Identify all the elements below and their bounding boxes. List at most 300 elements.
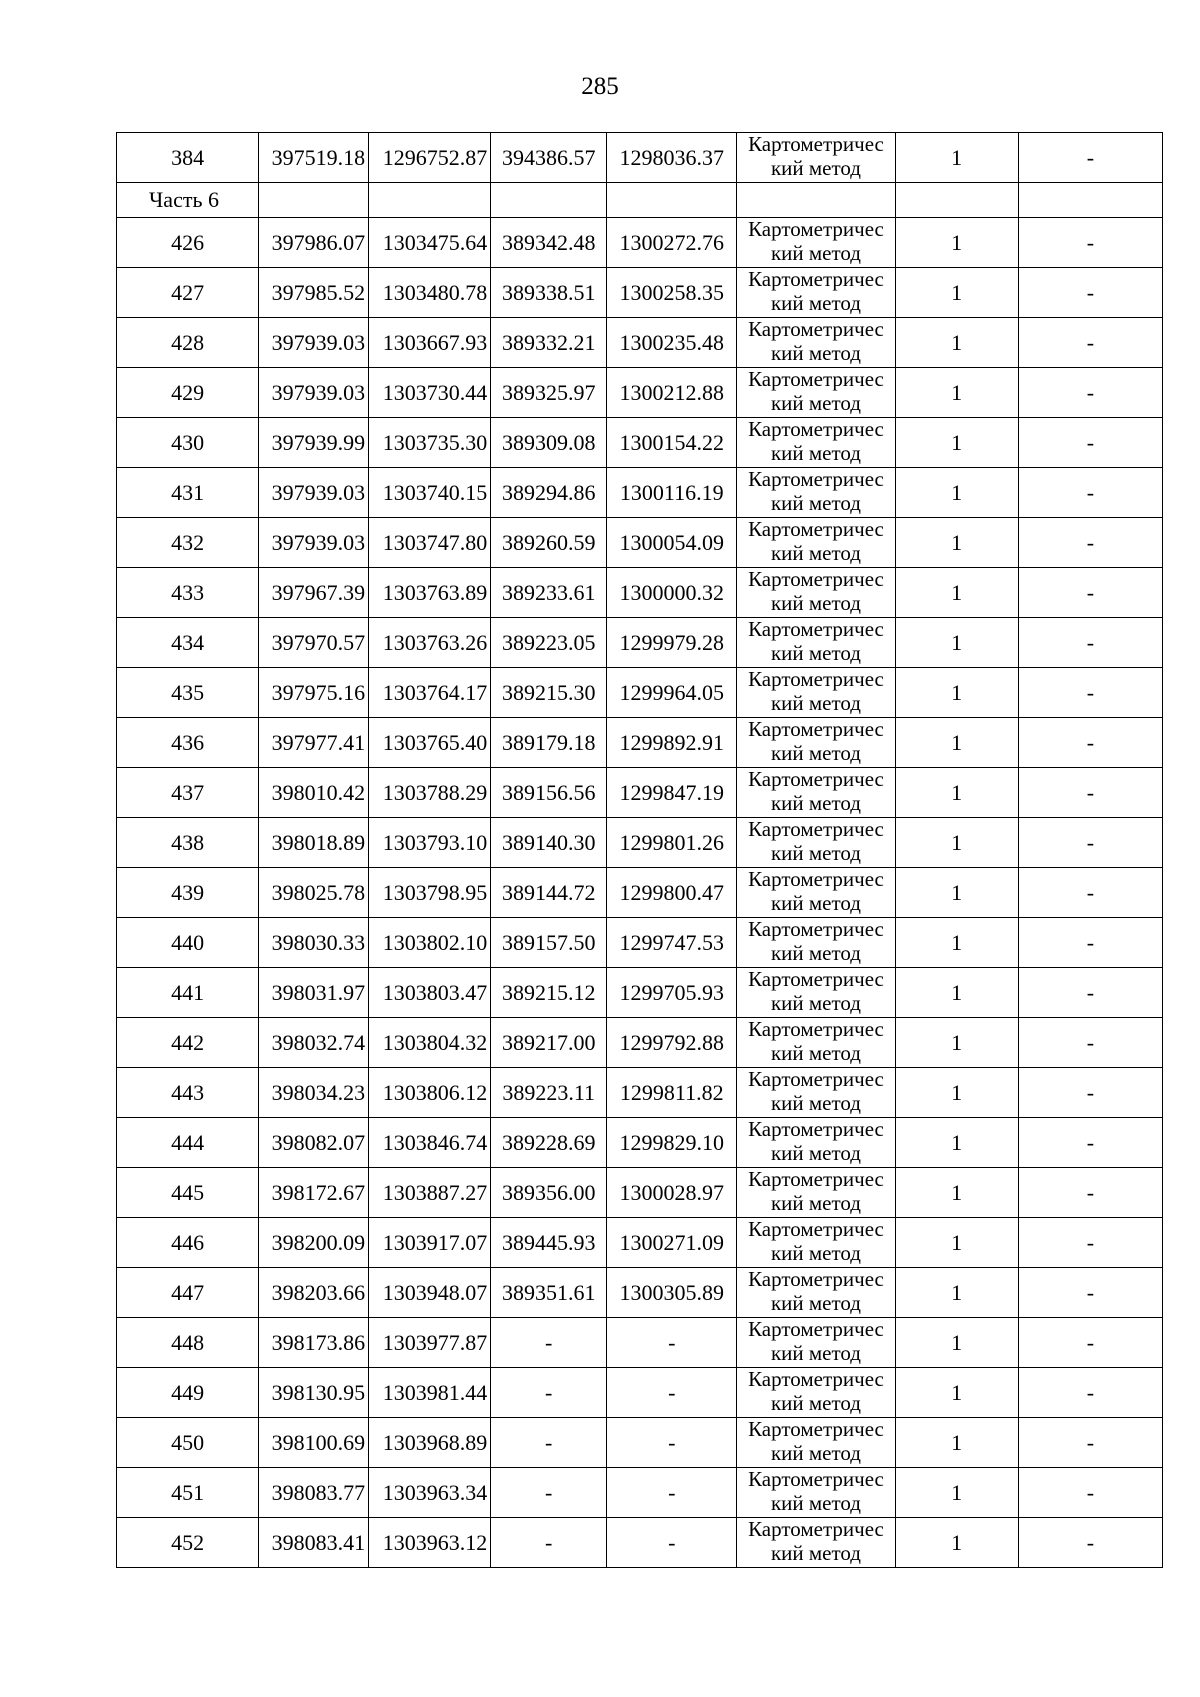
table-row xyxy=(117,618,1163,668)
x1-cell: 398018.89 xyxy=(259,818,369,868)
x2-cell: 389157.50 xyxy=(491,918,607,968)
method-line-1: Картометричес xyxy=(748,218,884,241)
accuracy-cell: 1 xyxy=(895,1318,1018,1368)
y1-cell: 1303803.47 xyxy=(369,968,491,1018)
point-id-cell: 429 xyxy=(117,368,259,418)
point-id-cell: 442 xyxy=(117,1018,259,1068)
method-cell xyxy=(737,1518,895,1568)
point-id-cell: 444 xyxy=(117,1118,259,1168)
table-row xyxy=(117,968,1163,1018)
x2-cell: - xyxy=(491,1468,607,1518)
y2-cell: 1298036.37 xyxy=(607,133,737,183)
accuracy-cell: 1 xyxy=(895,1068,1018,1118)
point-id-cell: 437 xyxy=(117,768,259,818)
method-line-1: Картометричес xyxy=(748,1318,884,1341)
method-line-1: Картометричес xyxy=(748,133,884,156)
y1-cell: 1303846.74 xyxy=(369,1118,491,1168)
note-cell: - xyxy=(1018,268,1162,318)
method-line-1: Картометричес xyxy=(748,1368,884,1391)
y2-cell: 1299800.47 xyxy=(607,868,737,918)
accuracy-cell: 1 xyxy=(895,1168,1018,1218)
table-row xyxy=(117,1018,1163,1068)
x1-cell: 398031.97 xyxy=(259,968,369,1018)
y2-cell: 1300028.97 xyxy=(607,1168,737,1218)
note-cell: - xyxy=(1018,1418,1162,1468)
y1-cell: 1303765.40 xyxy=(369,718,491,768)
accuracy-cell: 1 xyxy=(895,1468,1018,1518)
point-id-cell: 438 xyxy=(117,818,259,868)
x2-cell: 389309.08 xyxy=(491,418,607,468)
x1-cell: 398010.42 xyxy=(259,768,369,818)
y2-cell: 1299829.10 xyxy=(607,1118,737,1168)
y1-cell: 1303917.07 xyxy=(369,1218,491,1268)
empty-cell xyxy=(369,183,491,218)
method-cell xyxy=(737,568,895,618)
point-id-cell: 431 xyxy=(117,468,259,518)
point-id-cell: 439 xyxy=(117,868,259,918)
accuracy-cell: 1 xyxy=(895,1368,1018,1418)
accuracy-cell: 1 xyxy=(895,1218,1018,1268)
point-id-cell: 426 xyxy=(117,218,259,268)
x1-cell: 398200.09 xyxy=(259,1218,369,1268)
x2-cell: 389140.30 xyxy=(491,818,607,868)
table-row xyxy=(117,1168,1163,1218)
x2-cell: 389294.86 xyxy=(491,468,607,518)
y1-cell: 1303948.07 xyxy=(369,1268,491,1318)
y1-cell: 1303802.10 xyxy=(369,918,491,968)
x1-cell: 398083.41 xyxy=(259,1518,369,1568)
x1-cell: 398034.23 xyxy=(259,1068,369,1118)
y2-cell: 1299979.28 xyxy=(607,618,737,668)
method-cell xyxy=(737,133,895,183)
y1-cell: 1303793.10 xyxy=(369,818,491,868)
method-line-1: Картометричес xyxy=(748,1468,884,1491)
method-line-1: Картометричес xyxy=(748,618,884,641)
point-id-cell: 446 xyxy=(117,1218,259,1268)
y2-cell: 1299964.05 xyxy=(607,668,737,718)
x2-cell: 389233.61 xyxy=(491,568,607,618)
x1-cell: 397939.03 xyxy=(259,368,369,418)
x2-cell: 389179.18 xyxy=(491,718,607,768)
accuracy-cell: 1 xyxy=(895,268,1018,318)
table-row xyxy=(117,1068,1163,1118)
y1-cell: 1303740.15 xyxy=(369,468,491,518)
method-line-1: Картометричес xyxy=(748,1218,884,1241)
empty-cell xyxy=(737,183,895,218)
method-cell xyxy=(737,1418,895,1468)
method-cell xyxy=(737,518,895,568)
point-id-cell: 430 xyxy=(117,418,259,468)
y1-cell: 1303806.12 xyxy=(369,1068,491,1118)
y1-cell: 1303730.44 xyxy=(369,368,491,418)
accuracy-cell: 1 xyxy=(895,318,1018,368)
method-line-2: кий метод xyxy=(770,492,861,515)
method-line-1: Картометричес xyxy=(748,1518,884,1541)
note-cell: - xyxy=(1018,1518,1162,1568)
section-row xyxy=(117,183,1163,218)
x2-cell: 389223.05 xyxy=(491,618,607,668)
x1-cell: 398100.69 xyxy=(259,1418,369,1468)
y2-cell: 1300305.89 xyxy=(607,1268,737,1318)
y2-cell: - xyxy=(607,1518,737,1568)
method-line-2: кий метод xyxy=(770,542,861,565)
y2-cell: 1300154.22 xyxy=(607,418,737,468)
empty-cell xyxy=(259,183,369,218)
method-line-2: кий метод xyxy=(770,292,861,315)
x2-cell: 389325.97 xyxy=(491,368,607,418)
table-row xyxy=(117,768,1163,818)
method-line-2: кий метод xyxy=(770,1542,861,1565)
method-line-2: кий метод xyxy=(770,742,861,765)
page-number: 285 xyxy=(581,73,619,100)
method-line-1: Картометричес xyxy=(748,1068,884,1091)
x2-cell: 389215.12 xyxy=(491,968,607,1018)
x2-cell: - xyxy=(491,1418,607,1468)
note-cell: - xyxy=(1018,718,1162,768)
note-cell: - xyxy=(1018,318,1162,368)
point-id-cell: 432 xyxy=(117,518,259,568)
y1-cell: 1303764.17 xyxy=(369,668,491,718)
x2-cell: 389215.30 xyxy=(491,668,607,718)
empty-cell xyxy=(607,183,737,218)
method-cell xyxy=(737,1018,895,1068)
x2-cell: 389338.51 xyxy=(491,268,607,318)
accuracy-cell: 1 xyxy=(895,1018,1018,1068)
table-row xyxy=(117,133,1163,183)
y2-cell: - xyxy=(607,1368,737,1418)
method-line-2: кий метод xyxy=(770,242,861,265)
y1-cell: 1303747.80 xyxy=(369,518,491,568)
y2-cell: 1299792.88 xyxy=(607,1018,737,1068)
accuracy-cell: 1 xyxy=(895,218,1018,268)
y2-cell: 1299847.19 xyxy=(607,768,737,818)
x1-cell: 397939.03 xyxy=(259,318,369,368)
table-row xyxy=(117,1418,1163,1468)
note-cell: - xyxy=(1018,468,1162,518)
x2-cell: 389445.93 xyxy=(491,1218,607,1268)
point-id-cell: 434 xyxy=(117,618,259,668)
method-cell xyxy=(737,768,895,818)
accuracy-cell: 1 xyxy=(895,918,1018,968)
table-row xyxy=(117,1118,1163,1168)
table-row xyxy=(117,718,1163,768)
method-line-1: Картометричес xyxy=(748,968,884,991)
method-cell xyxy=(737,1368,895,1418)
point-id-cell: 451 xyxy=(117,1468,259,1518)
method-cell xyxy=(737,918,895,968)
method-line-1: Картометричес xyxy=(748,568,884,591)
note-cell: - xyxy=(1018,768,1162,818)
method-line-2: кий метод xyxy=(770,157,861,180)
y2-cell: 1300212.88 xyxy=(607,368,737,418)
method-line-1: Картометричес xyxy=(748,718,884,741)
point-id-cell: 448 xyxy=(117,1318,259,1368)
x2-cell: 389260.59 xyxy=(491,518,607,568)
note-cell: - xyxy=(1018,1018,1162,1068)
y2-cell: 1300000.32 xyxy=(607,568,737,618)
table-row xyxy=(117,1218,1163,1268)
point-id-cell: 443 xyxy=(117,1068,259,1118)
method-line-1: Картометричес xyxy=(748,868,884,891)
y2-cell: 1299892.91 xyxy=(607,718,737,768)
method-line-2: кий метод xyxy=(770,1042,861,1065)
x1-cell: 398203.66 xyxy=(259,1268,369,1318)
x1-cell: 398032.74 xyxy=(259,1018,369,1068)
point-id-cell: 447 xyxy=(117,1268,259,1318)
x2-cell: 389144.72 xyxy=(491,868,607,918)
point-id-cell: 436 xyxy=(117,718,259,768)
table-row xyxy=(117,218,1163,268)
accuracy-cell: 1 xyxy=(895,568,1018,618)
y1-cell: 1303735.30 xyxy=(369,418,491,468)
method-line-1: Картометричес xyxy=(748,318,884,341)
x1-cell: 398030.33 xyxy=(259,918,369,968)
method-line-1: Картометричес xyxy=(748,1018,884,1041)
x1-cell: 397939.03 xyxy=(259,518,369,568)
table-row xyxy=(117,568,1163,618)
note-cell: - xyxy=(1018,1218,1162,1268)
method-line-2: кий метод xyxy=(770,392,861,415)
x1-cell: 397967.39 xyxy=(259,568,369,618)
accuracy-cell: 1 xyxy=(895,668,1018,718)
y2-cell: 1299705.93 xyxy=(607,968,737,1018)
table-row xyxy=(117,418,1163,468)
y2-cell: 1300235.48 xyxy=(607,318,737,368)
y1-cell: 1303480.78 xyxy=(369,268,491,318)
y1-cell: 1303981.44 xyxy=(369,1368,491,1418)
table-row xyxy=(117,1318,1163,1368)
x2-cell: 389217.00 xyxy=(491,1018,607,1068)
method-line-2: кий метод xyxy=(770,892,861,915)
table-row xyxy=(117,268,1163,318)
point-id-cell: 384 xyxy=(117,133,259,183)
method-line-1: Картометричес xyxy=(748,1168,884,1191)
x2-cell: 389332.21 xyxy=(491,318,607,368)
accuracy-cell: 1 xyxy=(895,133,1018,183)
note-cell: - xyxy=(1018,418,1162,468)
method-cell xyxy=(737,968,895,1018)
method-line-2: кий метод xyxy=(770,592,861,615)
x2-cell: 389342.48 xyxy=(491,218,607,268)
method-line-1: Картометричес xyxy=(748,1418,884,1441)
point-id-cell: 435 xyxy=(117,668,259,718)
method-line-2: кий метод xyxy=(770,692,861,715)
x1-cell: 398173.86 xyxy=(259,1318,369,1368)
y2-cell: 1300258.35 xyxy=(607,268,737,318)
x2-cell: - xyxy=(491,1318,607,1368)
table-row xyxy=(117,368,1163,418)
accuracy-cell: 1 xyxy=(895,618,1018,668)
x2-cell: 389223.11 xyxy=(491,1068,607,1118)
accuracy-cell: 1 xyxy=(895,768,1018,818)
x2-cell: 389156.56 xyxy=(491,768,607,818)
y2-cell: 1299801.26 xyxy=(607,818,737,868)
method-cell xyxy=(737,268,895,318)
empty-cell xyxy=(895,183,1018,218)
x1-cell: 397519.18 xyxy=(259,133,369,183)
method-line-1: Картометричес xyxy=(748,668,884,691)
table-row xyxy=(117,468,1163,518)
y1-cell: 1296752.87 xyxy=(369,133,491,183)
y2-cell: - xyxy=(607,1468,737,1518)
y1-cell: 1303804.32 xyxy=(369,1018,491,1068)
note-cell: - xyxy=(1018,1168,1162,1218)
method-line-2: кий метод xyxy=(770,1292,861,1315)
method-line-2: кий метод xyxy=(770,1242,861,1265)
accuracy-cell: 1 xyxy=(895,1118,1018,1168)
table-row xyxy=(117,1518,1163,1568)
table-row xyxy=(117,868,1163,918)
note-cell: - xyxy=(1018,1068,1162,1118)
note-cell: - xyxy=(1018,1268,1162,1318)
note-cell: - xyxy=(1018,668,1162,718)
table-row xyxy=(117,818,1163,868)
method-cell xyxy=(737,1468,895,1518)
method-cell xyxy=(737,718,895,768)
point-id-cell: 449 xyxy=(117,1368,259,1418)
accuracy-cell: 1 xyxy=(895,868,1018,918)
method-line-2: кий метод xyxy=(770,342,861,365)
x2-cell: - xyxy=(491,1518,607,1568)
method-cell xyxy=(737,868,895,918)
x2-cell: 389356.00 xyxy=(491,1168,607,1218)
accuracy-cell: 1 xyxy=(895,818,1018,868)
method-line-2: кий метод xyxy=(770,792,861,815)
method-line-1: Картометричес xyxy=(748,768,884,791)
y1-cell: 1303763.26 xyxy=(369,618,491,668)
y2-cell: 1300054.09 xyxy=(607,518,737,568)
note-cell: - xyxy=(1018,818,1162,868)
accuracy-cell: 1 xyxy=(895,368,1018,418)
y1-cell: 1303788.29 xyxy=(369,768,491,818)
y2-cell: 1300272.76 xyxy=(607,218,737,268)
y1-cell: 1303763.89 xyxy=(369,568,491,618)
method-line-1: Картометричес xyxy=(748,918,884,941)
y1-cell: 1303963.12 xyxy=(369,1518,491,1568)
method-line-2: кий метод xyxy=(770,942,861,965)
note-cell: - xyxy=(1018,918,1162,968)
method-cell xyxy=(737,1268,895,1318)
method-line-1: Картометричес xyxy=(748,418,884,441)
accuracy-cell: 1 xyxy=(895,718,1018,768)
note-cell: - xyxy=(1018,1318,1162,1368)
accuracy-cell: 1 xyxy=(895,468,1018,518)
accuracy-cell: 1 xyxy=(895,418,1018,468)
method-cell xyxy=(737,618,895,668)
method-line-1: Картометричес xyxy=(748,1118,884,1141)
accuracy-cell: 1 xyxy=(895,1268,1018,1318)
method-cell xyxy=(737,1218,895,1268)
method-line-1: Картометричес xyxy=(748,818,884,841)
accuracy-cell: 1 xyxy=(895,1418,1018,1468)
method-cell xyxy=(737,1068,895,1118)
method-cell xyxy=(737,418,895,468)
x2-cell: 389351.61 xyxy=(491,1268,607,1318)
accuracy-cell: 1 xyxy=(895,518,1018,568)
x1-cell: 397977.41 xyxy=(259,718,369,768)
method-cell xyxy=(737,1118,895,1168)
method-cell xyxy=(737,1318,895,1368)
method-cell xyxy=(737,818,895,868)
note-cell: - xyxy=(1018,968,1162,1018)
y1-cell: 1303667.93 xyxy=(369,318,491,368)
section-label: Часть 6 xyxy=(117,183,259,218)
method-line-2: кий метод xyxy=(770,1342,861,1365)
x1-cell: 398082.07 xyxy=(259,1118,369,1168)
method-line-2: кий метод xyxy=(770,992,861,1015)
method-line-1: Картометричес xyxy=(748,268,884,291)
method-cell xyxy=(737,368,895,418)
x1-cell: 398083.77 xyxy=(259,1468,369,1518)
coordinates-table xyxy=(116,132,1163,1568)
y2-cell: 1300116.19 xyxy=(607,468,737,518)
point-id-cell: 440 xyxy=(117,918,259,968)
x1-cell: 398130.95 xyxy=(259,1368,369,1418)
table-row xyxy=(117,318,1163,368)
method-line-2: кий метод xyxy=(770,642,861,665)
method-line-2: кий метод xyxy=(770,1492,861,1515)
point-id-cell: 450 xyxy=(117,1418,259,1468)
point-id-cell: 445 xyxy=(117,1168,259,1218)
note-cell: - xyxy=(1018,1468,1162,1518)
point-id-cell: 441 xyxy=(117,968,259,1018)
accuracy-cell: 1 xyxy=(895,1518,1018,1568)
point-id-cell: 433 xyxy=(117,568,259,618)
method-cell xyxy=(737,318,895,368)
y2-cell: - xyxy=(607,1418,737,1468)
x1-cell: 397975.16 xyxy=(259,668,369,718)
method-line-1: Картометричес xyxy=(748,1268,884,1291)
note-cell: - xyxy=(1018,518,1162,568)
table-row xyxy=(117,1368,1163,1418)
method-line-1: Картометричес xyxy=(748,518,884,541)
y2-cell: 1300271.09 xyxy=(607,1218,737,1268)
note-cell: - xyxy=(1018,133,1162,183)
table-row xyxy=(117,668,1163,718)
note-cell: - xyxy=(1018,368,1162,418)
x1-cell: 397970.57 xyxy=(259,618,369,668)
x1-cell: 397939.99 xyxy=(259,418,369,468)
method-cell xyxy=(737,668,895,718)
note-cell: - xyxy=(1018,618,1162,668)
empty-cell xyxy=(1018,183,1162,218)
method-line-2: кий метод xyxy=(770,442,861,465)
table-body xyxy=(117,133,1163,1568)
x1-cell: 397939.03 xyxy=(259,468,369,518)
point-id-cell: 452 xyxy=(117,1518,259,1568)
x1-cell: 397986.07 xyxy=(259,218,369,268)
method-cell xyxy=(737,218,895,268)
table-row xyxy=(117,518,1163,568)
method-line-2: кий метод xyxy=(770,1092,861,1115)
y1-cell: 1303887.27 xyxy=(369,1168,491,1218)
y1-cell: 1303475.64 xyxy=(369,218,491,268)
point-id-cell: 427 xyxy=(117,268,259,318)
y1-cell: 1303963.34 xyxy=(369,1468,491,1518)
method-line-2: кий метод xyxy=(770,1192,861,1215)
table-row xyxy=(117,1468,1163,1518)
y2-cell: 1299747.53 xyxy=(607,918,737,968)
y1-cell: 1303798.95 xyxy=(369,868,491,918)
method-line-2: кий метод xyxy=(770,1142,861,1165)
table-row xyxy=(117,1268,1163,1318)
y2-cell: - xyxy=(607,1318,737,1368)
point-id-cell: 428 xyxy=(117,318,259,368)
method-line-1: Картометричес xyxy=(748,368,884,391)
method-cell xyxy=(737,1168,895,1218)
x2-cell: 394386.57 xyxy=(491,133,607,183)
method-cell xyxy=(737,468,895,518)
